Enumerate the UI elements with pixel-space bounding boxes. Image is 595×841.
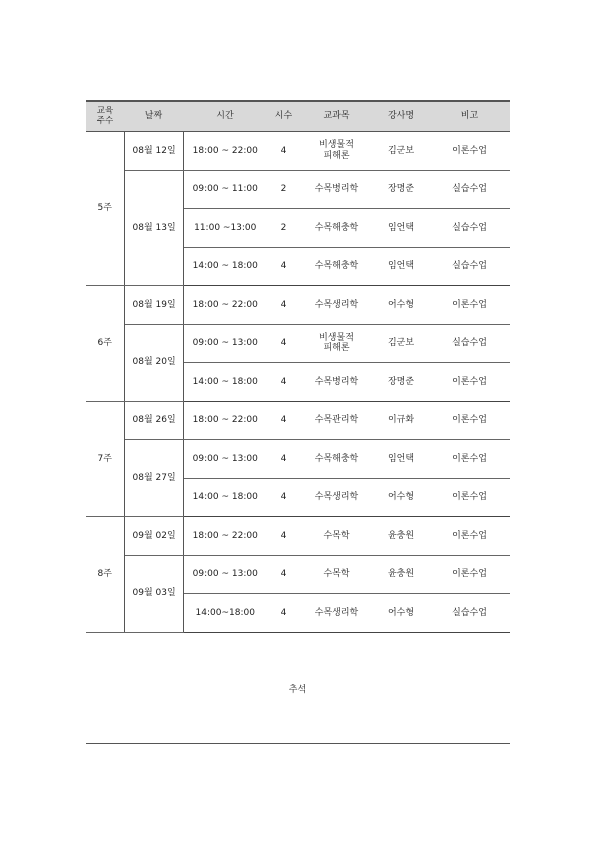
time-cell: 11:00 ~13:00 — [183, 209, 267, 248]
subject-cell: 수목해충학 — [300, 247, 373, 286]
hours-cell: 4 — [267, 247, 300, 286]
instructor-cell: 어수형 — [373, 286, 429, 325]
instructor-cell: 어수형 — [373, 594, 429, 633]
note-cell: 실습수업 — [429, 170, 510, 209]
instructor-cell: 윤충원 — [373, 517, 429, 556]
subject-cell: 수목학 — [300, 555, 373, 594]
instructor-cell: 장명준 — [373, 363, 429, 402]
note-cell: 이론수업 — [429, 286, 510, 325]
time-cell: 18:00 ~ 22:00 — [183, 132, 267, 171]
header-hours: 시수 — [267, 101, 300, 132]
subject-cell: 수목해충학 — [300, 209, 373, 248]
table-row — [86, 324, 510, 363]
instructor-cell: 장명준 — [373, 170, 429, 209]
hours-cell: 4 — [267, 555, 300, 594]
subject-cell: 수목해충학 — [300, 440, 373, 479]
hours-cell: 4 — [267, 594, 300, 633]
table-row — [86, 170, 510, 209]
subject-cell: 수목관리학 — [300, 401, 373, 440]
time-cell: 18:00 ~ 22:00 — [183, 401, 267, 440]
subject-cell: 비생물적 피해론 — [300, 324, 373, 363]
note-cell: 이론수업 — [429, 555, 510, 594]
subject-cell: 수목병리학 — [300, 363, 373, 402]
hours-cell: 4 — [267, 324, 300, 363]
instructor-cell: 임언택 — [373, 247, 429, 286]
date-cell: 08월 27일 — [124, 440, 183, 517]
date-cell: 08월 19일 — [124, 286, 183, 325]
header-note: 비고 — [429, 101, 510, 132]
week-cell: 7주 — [86, 401, 124, 517]
subject-cell: 수목학 — [300, 517, 373, 556]
date-cell: 09월 03일 — [124, 555, 183, 632]
date-cell: 08월 20일 — [124, 324, 183, 401]
note-cell: 실습수업 — [429, 594, 510, 633]
instructor-cell: 어수형 — [373, 478, 429, 517]
table-row — [86, 440, 510, 479]
note-cell: 실습수업 — [429, 324, 510, 363]
subject-cell: 수목병리학 — [300, 170, 373, 209]
time-cell: 09:00 ~ 13:00 — [183, 324, 267, 363]
time-cell: 14:00 ~ 18:00 — [183, 363, 267, 402]
header-week-line2: 주수 — [96, 115, 114, 126]
week-cell: 6주 — [86, 286, 124, 402]
note-cell: 실습수업 — [429, 247, 510, 286]
time-cell: 14:00 ~ 18:00 — [183, 247, 267, 286]
table-row — [86, 517, 510, 556]
instructor-cell: 임언택 — [373, 440, 429, 479]
week-cell: 8주 — [86, 517, 124, 633]
subject-cell: 수목생리학 — [300, 286, 373, 325]
holiday-note: 추석 — [288, 685, 307, 695]
note-cell: 이론수업 — [429, 440, 510, 479]
date-cell: 08월 13일 — [124, 170, 183, 286]
hours-cell: 4 — [267, 363, 300, 402]
subject-cell: 수목생리학 — [300, 594, 373, 633]
hours-cell: 4 — [267, 401, 300, 440]
instructor-cell: 윤충원 — [373, 555, 429, 594]
time-cell: 18:00 ~ 22:00 — [183, 286, 267, 325]
hours-cell: 4 — [267, 440, 300, 479]
bottom-rule — [86, 743, 510, 744]
instructor-cell: 이규화 — [373, 401, 429, 440]
note-cell: 실습수업 — [429, 209, 510, 248]
hours-cell: 2 — [267, 170, 300, 209]
hours-cell: 4 — [267, 132, 300, 171]
subject-cell: 비생물적 피해론 — [300, 132, 373, 171]
date-cell: 09월 02일 — [124, 517, 183, 556]
note-cell: 이론수업 — [429, 401, 510, 440]
time-cell: 14:00~18:00 — [183, 594, 267, 633]
schedule-table — [86, 100, 510, 633]
time-cell: 09:00 ~ 13:00 — [183, 440, 267, 479]
date-cell: 08월 26일 — [124, 401, 183, 440]
header-time: 시간 — [183, 101, 267, 132]
header-date: 날짜 — [124, 101, 183, 132]
instructor-cell: 김군보 — [373, 132, 429, 171]
time-cell: 09:00 ~ 13:00 — [183, 555, 267, 594]
note-cell: 이론수업 — [429, 132, 510, 171]
subject-cell: 수목생리학 — [300, 478, 373, 517]
header-subject: 교과목 — [300, 101, 373, 132]
time-cell: 18:00 ~ 22:00 — [183, 517, 267, 556]
table-row — [86, 401, 510, 440]
header-week-line1: 교육 — [96, 105, 114, 116]
date-cell: 08월 12일 — [124, 132, 183, 171]
table-row — [86, 555, 510, 594]
table-row — [86, 286, 510, 325]
note-cell: 이론수업 — [429, 478, 510, 517]
instructor-cell: 김군보 — [373, 324, 429, 363]
header-instructor: 강사명 — [373, 101, 429, 132]
header-week — [86, 101, 124, 132]
hours-cell: 4 — [267, 478, 300, 517]
schedule-body — [86, 132, 510, 633]
time-cell: 14:00 ~ 18:00 — [183, 478, 267, 517]
time-cell: 09:00 ~ 11:00 — [183, 170, 267, 209]
hours-cell: 4 — [267, 517, 300, 556]
hours-cell: 4 — [267, 286, 300, 325]
instructor-cell: 임언택 — [373, 209, 429, 248]
note-cell: 이론수업 — [429, 363, 510, 402]
header-row — [86, 101, 510, 132]
week-cell: 5주 — [86, 132, 124, 286]
table-row — [86, 132, 510, 171]
hours-cell: 2 — [267, 209, 300, 248]
note-cell: 이론수업 — [429, 517, 510, 556]
